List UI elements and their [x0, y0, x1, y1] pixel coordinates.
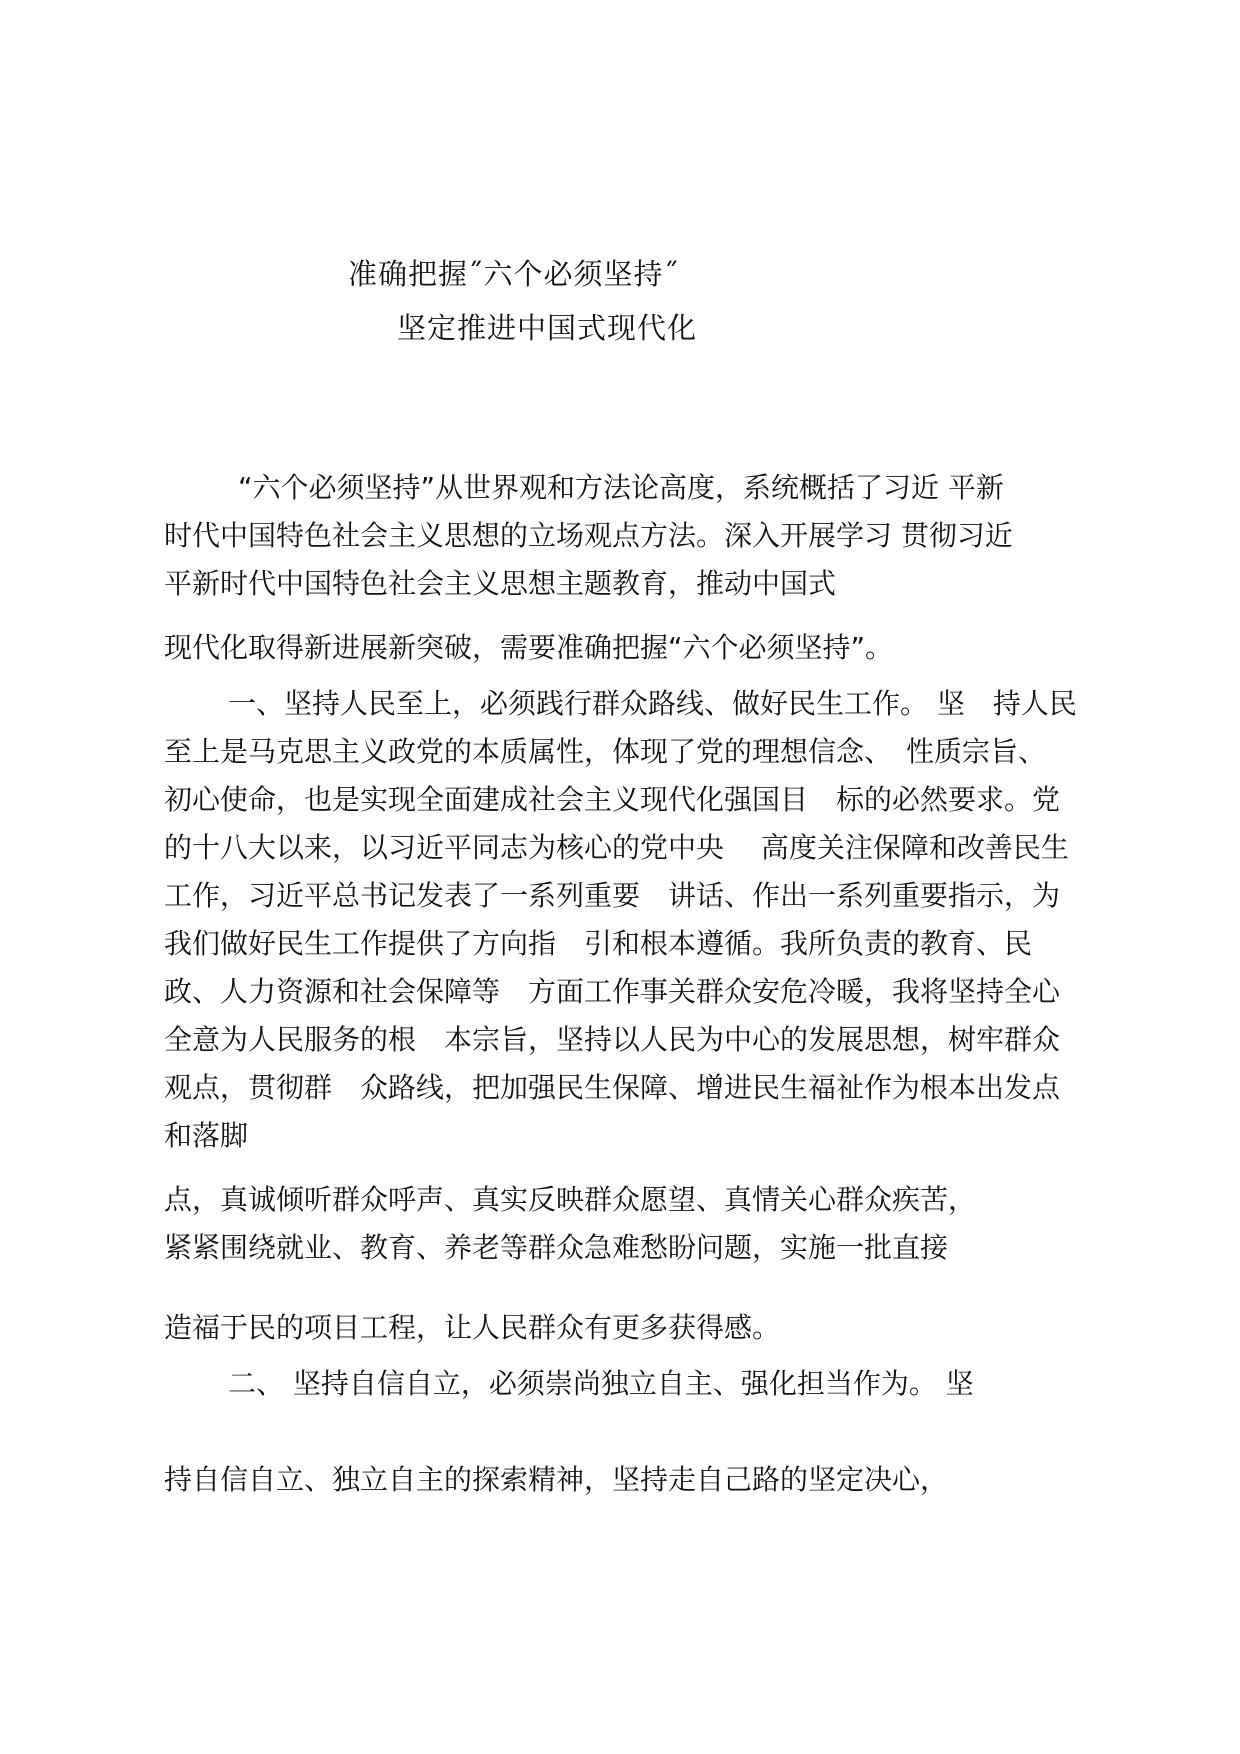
- body-line: 持自信自立、独立自主的探索精神，坚持走自己路的坚定决心，: [164, 1463, 949, 1496]
- body-line: 紧紧围绕就业、教育、养老等群众急难愁盼问题，实施一批直接: [164, 1231, 949, 1264]
- body-line: 现代化取得新进展新突破，需要准确把握“六个必须坚持”。: [164, 631, 894, 664]
- body-line: 我们做好民生工作提供了方向指 引和根本遵循。我所负责的教育、民: [164, 927, 1033, 960]
- title-line-1: 准确把握˝六个必须坚持˝: [348, 257, 680, 291]
- body-line: 二、 坚持自信自立，必须崇尚独立自主、强化担当作为。 坚: [228, 1367, 974, 1400]
- body-line: 时代中国特色社会主义思想的立场观点方法。深入开展学习 贯彻习近: [164, 519, 1013, 552]
- body-line: 一、坚持人民至上，必须践行群众路线、做好民生工作。 坚 持人民: [228, 687, 1077, 720]
- body-line: “六个必须坚持”从世界观和方法论高度，系统概括了习近 平新: [238, 471, 1004, 504]
- body-line: 工作，习近平总书记发表了一系列重要 讲话、作出一系列重要指示，为: [164, 879, 1061, 912]
- body-line: 初心使命，也是实现全面建成社会主义现代化强国目 标的必然要求。党: [164, 783, 1061, 816]
- body-line: 的十八大以来，以习近平同志为核心的党中央 高度关注保障和改善民生: [164, 831, 1069, 864]
- body-line: 全意为人民服务的根 本宗旨，坚持以人民为中心的发展思想，树牢群众: [164, 1023, 1061, 1056]
- body-line: 和落脚: [164, 1119, 249, 1152]
- title-line-2: 坚定推进中国式现代化: [397, 311, 698, 345]
- body-line: 造福于民的项目工程，让人民群众有更多获得感。: [164, 1311, 781, 1344]
- body-line: 平新时代中国特色社会主义思想主题教育，推动中国式: [164, 567, 837, 600]
- body-line: 点，真诚倾听群众呼声、真实反映群众愿望、真情关心群众疾苦，: [164, 1183, 977, 1216]
- body-line: 政、人力资源和社会保障等 方面工作事关群众安危冷暖，我将坚持全心: [164, 975, 1061, 1008]
- body-line: 观点，贯彻群 众路线，把加强民生保障、增进民生福祉作为根本出发点: [164, 1071, 1061, 1104]
- body-line: 至上是马克思主义政党的本质属性，体现了党的理想信念、 性质宗旨、: [164, 735, 1047, 768]
